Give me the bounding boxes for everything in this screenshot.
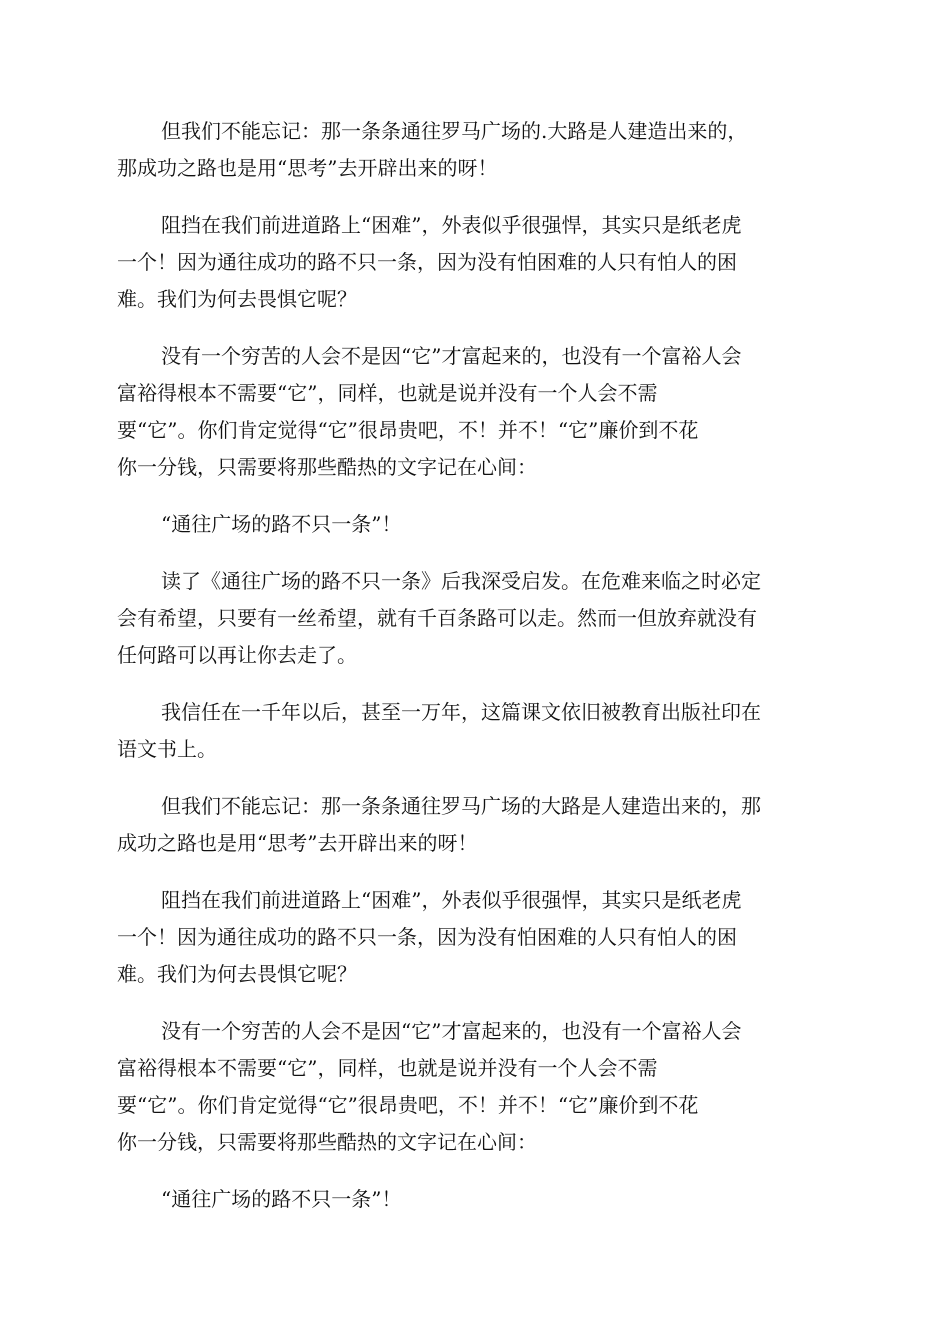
paragraph xyxy=(117,338,833,486)
paragraph xyxy=(117,788,833,862)
paragraph-line: “通往广场的路不只一条”！ xyxy=(161,512,402,536)
paragraph xyxy=(117,113,833,187)
paragraph-line: 但我们不能忘记：那一条条通往罗马广场的.大路是人建造出来的， xyxy=(161,119,748,143)
paragraph-line: 你一分钱，只需要将那些酷热的文字记在心间： xyxy=(117,455,537,479)
paragraph-line: 任何路可以再让你去走了。 xyxy=(117,643,357,667)
paragraph-line: 但我们不能忘记：那一条条通往罗马广场的大路是人建造出来的，那 xyxy=(161,794,761,818)
paragraph-line: 语文书上。 xyxy=(117,737,217,761)
paragraph xyxy=(117,207,833,318)
paragraph-line: 一个！因为通往成功的路不只一条，因为没有怕困难的人只有怕人的困 xyxy=(117,925,737,949)
paragraph-line: 阻挡在我们前进道路上“困难”，外表似乎很强悍，其实只是纸老虎 xyxy=(161,888,742,912)
paragraph xyxy=(117,563,833,674)
paragraph-line: 读了《通往广场的路不只一条》后我深受启发。在危难来临之时必定 xyxy=(161,569,761,593)
document-body xyxy=(117,113,833,1238)
paragraph-line: 难。我们为何去畏惧它呢？ xyxy=(117,962,357,986)
quote-paragraph xyxy=(117,1181,833,1218)
paragraph xyxy=(117,694,833,768)
paragraph-line: 没有一个穷苦的人会不是因“它”才富起来的，也没有一个富裕人会 xyxy=(161,1019,742,1043)
paragraph-line: 没有一个穷苦的人会不是因“它”才富起来的，也没有一个富裕人会 xyxy=(161,344,742,368)
paragraph-line: 富裕得根本不需要“它”，同样，也就是说并没有一个人会不需 xyxy=(117,381,658,405)
paragraph-line: 难。我们为何去畏惧它呢？ xyxy=(117,287,357,311)
paragraph-line: 那成功之路也是用“思考”去开辟出来的呀！ xyxy=(117,156,498,180)
quote-paragraph xyxy=(117,506,833,543)
paragraph-line: 阻挡在我们前进道路上“困难”，外表似乎很强悍，其实只是纸老虎 xyxy=(161,213,742,237)
paragraph xyxy=(117,1013,833,1161)
paragraph xyxy=(117,882,833,993)
paragraph-line: “通往广场的路不只一条”！ xyxy=(161,1187,402,1211)
paragraph-line: 我信任在一千年以后，甚至一万年，这篇课文依旧被教育出版社印在 xyxy=(161,700,761,724)
paragraph-line: 要“它”。你们肯定觉得“它”很昂贵吧，不！并不！“它”廉价到不花 xyxy=(117,1093,699,1117)
paragraph-line: 要“它”。你们肯定觉得“它”很昂贵吧，不！并不！“它”廉价到不花 xyxy=(117,418,699,442)
paragraph-line: 你一分钱，只需要将那些酷热的文字记在心间： xyxy=(117,1130,537,1154)
paragraph-line: 会有希望，只要有一丝希望，就有千百条路可以走。然而一但放弃就没有 xyxy=(117,606,757,630)
paragraph-line: 成功之路也是用“思考”去开辟出来的呀！ xyxy=(117,831,478,855)
paragraph-line: 富裕得根本不需要“它”，同样，也就是说并没有一个人会不需 xyxy=(117,1056,658,1080)
paragraph-line: 一个！因为通往成功的路不只一条，因为没有怕困难的人只有怕人的困 xyxy=(117,250,737,274)
